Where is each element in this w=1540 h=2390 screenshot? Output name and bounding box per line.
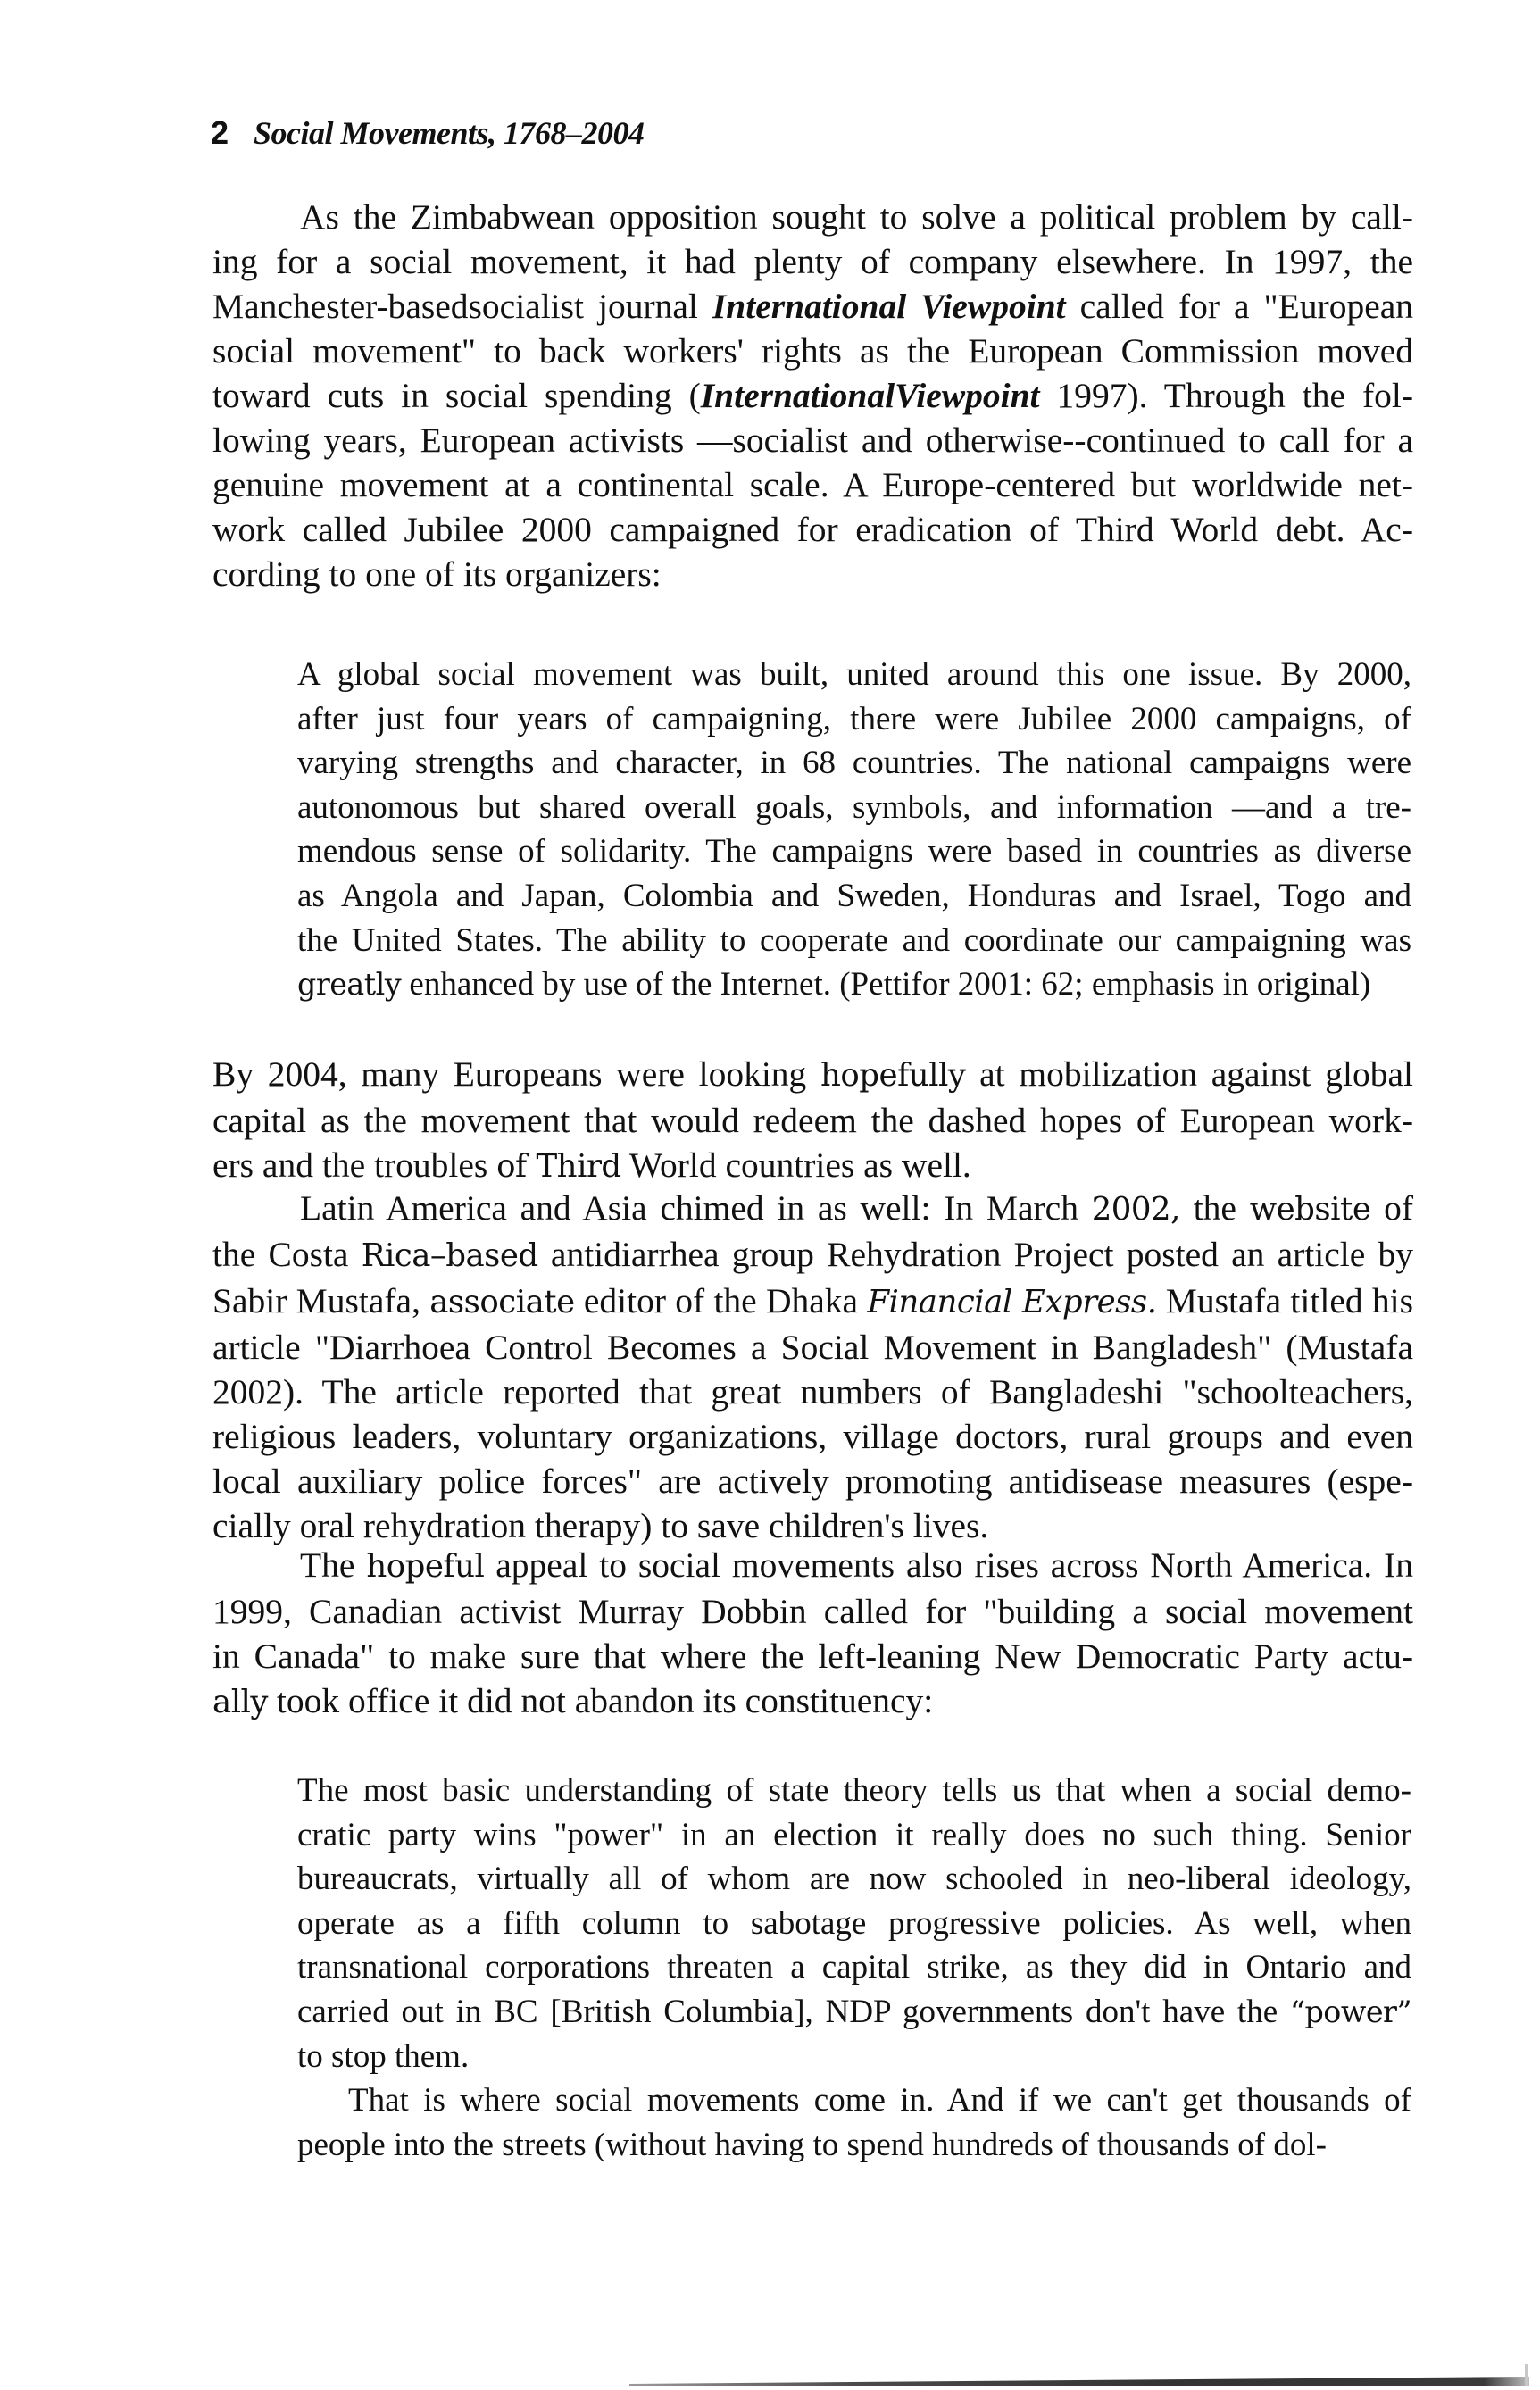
text-line: capital as the movement that would redeem the dashed hopes of European work- <box>212 1101 1413 1140</box>
text-line: autonomous but shared overall goals, symbols, and information —and a tre- <box>297 788 1411 826</box>
text-line: 1999, Canadian activist Murray Dobbin called for "building a social movement <box>212 1592 1413 1631</box>
text-line: As the Zimbabwean opposition sought to solve a political problem by call- <box>300 197 1413 237</box>
text-line: genuine movement at a continental scale. A Europe-centered but worldwide net- <box>212 465 1413 504</box>
text-line: By 2004, many Europeans were looking hopefully at mobilization against global <box>212 1054 1413 1094</box>
text-line: That is where social movements come in. And if we can't get thousands of <box>348 2082 1411 2119</box>
text-line: local auxiliary police forces" are actively promoting antidisease measures (espe- <box>212 1461 1413 1501</box>
ocr-alt-font-word: hopeful <box>366 1548 485 1585</box>
ocr-alt-font-word: ally <box>212 1684 269 1720</box>
paragraph-north-america <box>212 1543 1413 1725</box>
text-line: mendous sense of solidarity. The campaigns were based in countries as diverse <box>297 833 1411 870</box>
text-line: the United States. The ability to cooperate and coordinate our campaigning was <box>297 921 1411 959</box>
text-line: transnational corporations threaten a capital strike, as they did in Ontario and <box>297 1949 1411 1986</box>
ocr-alt-font-word: of Third <box>496 1148 621 1185</box>
text-line: after just four years of campaigning, there were Jubilee 2000 campaigns, of <box>297 700 1411 737</box>
text-line: work called Jubilee 2000 campaigned for eradication of Third World debt. Ac- <box>212 510 1413 549</box>
text-line: greatly enhanced by use of the Internet. (Pettifor 2001: 62; emphasis in original) <box>297 966 1371 1003</box>
publication-title: InternationalViewpoint <box>700 376 1040 415</box>
running-head <box>211 114 645 159</box>
text-line: cording to one of its organizers: <box>212 554 662 594</box>
paragraph-europeans-2004 <box>212 1052 1413 1189</box>
text-line: toward cuts in social spending (InternationalViewpoint 1997). Through the fol- <box>212 376 1413 415</box>
paragraph-latin-america-asia <box>212 1186 1413 1548</box>
paragraph-lines <box>212 195 1413 596</box>
text-line: varying strengths and character, in 68 countries. The national campaigns were <box>297 745 1411 782</box>
paragraph-lines <box>212 1186 1413 1548</box>
scan-shadow-line <box>629 2377 1529 2386</box>
text-line: the Costa Rica–based antidiarrhea group Rehydration Project posted an article by <box>212 1235 1413 1274</box>
text-line: Latin America and Asia chimed in as well: In March 2002, the website of <box>300 1188 1414 1228</box>
paragraph-zimbabwe-opposition <box>212 195 1413 596</box>
ocr-alt-font-word: Rica–based <box>361 1237 538 1274</box>
scan-shadow-edge <box>1525 2364 1528 2386</box>
block-quote-jubilee-2000 <box>297 653 1411 1007</box>
text-line: article "Diarrhoea Control Becomes a Social Movement in Bangladesh" (Mustafa <box>212 1328 1413 1367</box>
quote-lines <box>297 2078 1411 2167</box>
text-line: Manchester-basedsocialist journal International Viewpoint called for a "European <box>212 287 1414 326</box>
ocr-alt-font-word: “power” <box>1289 1994 1411 2029</box>
ocr-alt-font-word: hopefully <box>820 1057 966 1094</box>
text-line: A global social movement was built, united around this one issue. By 2000, <box>297 656 1411 693</box>
text-line: cially oral rehydration therapy) to save children's lives. <box>212 1506 989 1545</box>
text-line: cratic party wins "power" in an election it really does no such thing. Senior <box>297 1816 1411 1853</box>
quote-lines <box>297 653 1411 1007</box>
ocr-alt-font-word: website <box>1249 1191 1371 1228</box>
text-line: religious leaders, voluntary organizations, village doctors, rural groups and even <box>212 1417 1413 1456</box>
text-line: social movement" to back workers' rights as the European Commission moved <box>212 331 1413 371</box>
paragraph-lines <box>212 1052 1413 1189</box>
text-line: Sabir Mustafa, associate editor of the Dhaka Financial Express. Mustafa titled his <box>212 1281 1413 1320</box>
text-line: to stop them. <box>297 2037 470 2075</box>
text-line: ers and the troubles of Third World countries as well. <box>212 1145 971 1185</box>
publication-title: International Viewpoint <box>712 287 1066 326</box>
running-title: Social Movements, 1768–2004 <box>254 115 645 151</box>
ocr-alt-font-word: greatly <box>297 967 402 1003</box>
text-line: lowing years, European activists —socialist and otherwise--continued to call for a <box>212 421 1413 460</box>
page-number: 2 <box>211 114 229 151</box>
text-line: ing for a social movement, it had plenty of company elsewhere. In 1997, the <box>212 242 1413 281</box>
text-line: The most basic understanding of state theory tells us that when a social demo- <box>297 1772 1411 1809</box>
text-line: people into the streets (without having to spend hundreds of thousands of dol- <box>297 2126 1327 2163</box>
ocr-alt-font-word: associate <box>429 1284 575 1320</box>
text-line: 2002). The article reported that great numbers of Bangladeshi "schoolteachers, <box>212 1372 1413 1412</box>
text-line: ally took office it did not abandon its constituency: <box>212 1681 934 1720</box>
paragraph-lines <box>212 1543 1413 1725</box>
quote-lines <box>297 1769 1411 2078</box>
text-line: as Angola and Japan, Colombia and Sweden, Honduras and Israel, Togo and <box>297 877 1411 914</box>
text-line: operate as a fifth column to sabotage progressive policies. As well, when <box>297 1904 1411 1942</box>
block-quote-dobbin <box>297 1769 1411 2167</box>
publication-title: Financial Express. <box>867 1284 1157 1320</box>
text-line: bureaucrats, virtually all of whom are now schooled in neo-liberal ideology, <box>297 1861 1411 1898</box>
text-line: The hopeful appeal to social movements also rises across North America. In <box>300 1545 1413 1585</box>
text-line: in Canada" to make sure that where the left-leaning New Democratic Party actu- <box>212 1636 1413 1676</box>
text-line: carried out in BC [British Columbia], NDP governments don't have the “power” <box>297 1993 1411 2030</box>
ocr-alt-font-word: 2002, <box>1091 1191 1180 1228</box>
